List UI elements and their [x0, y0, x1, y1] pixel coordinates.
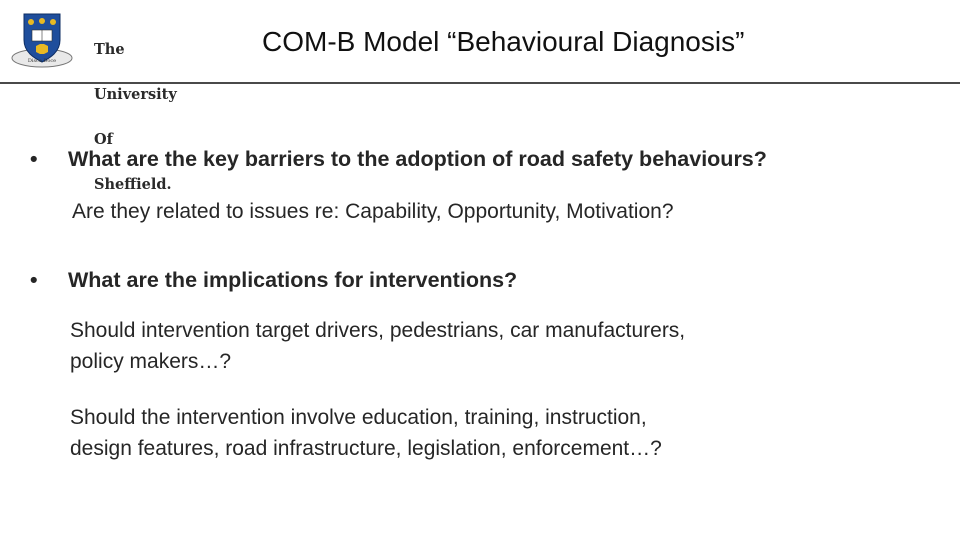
sub-item — [70, 315, 685, 377]
header-divider — [0, 82, 960, 84]
university-name-line1: The — [94, 41, 125, 58]
bullet-text: What are the implications for interventions? — [68, 268, 518, 292]
bullet-text: What are the key barriers to the adoption of road safety behaviours? — [68, 147, 767, 171]
university-name-line3: Of — [94, 131, 113, 148]
university-name-line2: University — [94, 86, 177, 103]
bullet-icon: • — [30, 268, 38, 292]
slide-title: COM-B Model “Behavioural Diagnosis” — [262, 26, 745, 57]
university-logo — [6, 6, 186, 193]
crest-icon — [10, 10, 74, 72]
sub-item-line: Should the intervention involve education, training, instruction, — [70, 406, 647, 429]
bullet-item — [30, 147, 767, 172]
sub-item: Are they related to issues re: Capability, Opportunity, Motivation? — [72, 200, 674, 223]
sub-item-line: Should intervention target drivers, pedestrians, car manufacturers, — [70, 319, 686, 342]
university-name-line4: Sheffield. — [94, 176, 172, 193]
bullet-icon: • — [30, 147, 38, 171]
sub-item-line: design features, road infrastructure, legislation, enforcement…? — [70, 437, 662, 460]
crest-motto: Disce Doce — [27, 58, 57, 64]
university-name — [94, 12, 177, 222]
sub-item — [70, 402, 662, 464]
sub-item-line: policy makers…? — [70, 350, 232, 373]
bullet-item — [30, 268, 517, 293]
